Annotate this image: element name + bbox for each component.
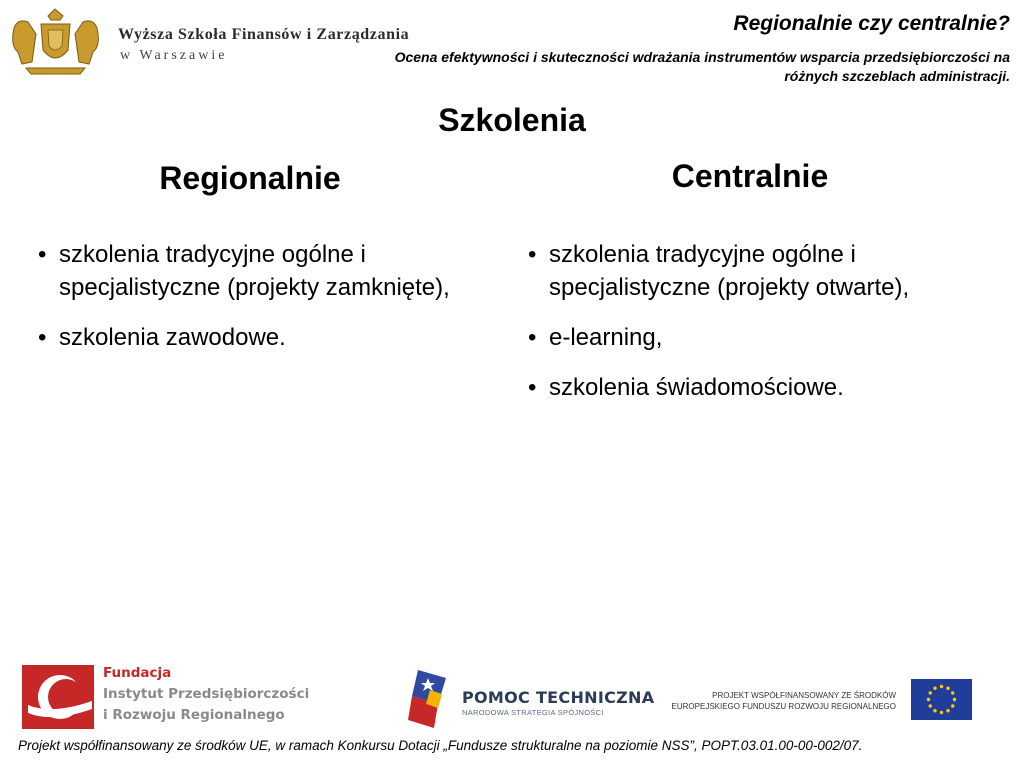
eu-star <box>940 711 943 714</box>
slide-title: Szkolenia <box>438 102 586 138</box>
eu-star <box>927 698 930 701</box>
eu-flag-icon <box>911 679 972 720</box>
pomoc-techniczna-subtitle: NARODOWA STRATEGIA SPÓJNOŚCI <box>462 708 604 717</box>
fundacja-line-1: Fundacja <box>103 665 172 681</box>
eu-star <box>933 709 936 712</box>
header-subtitle: Ocena efektywności i skuteczności wdrażania instrumentów wsparcia przedsiębiorczości na różnych szczeblach administracji. <box>394 49 1010 84</box>
list-item: • szkolenia tradycyjne ogólne i specjalistyczne (projekty zamknięte), <box>38 238 478 304</box>
list-item: • e-learning, <box>528 321 1008 354</box>
school-name: Wyższa Szkoła Finansów i Zarządzania <box>118 26 410 43</box>
fundacja-name <box>103 663 309 726</box>
right-column-list <box>528 238 1008 421</box>
eu-star <box>940 685 943 688</box>
school-crest-logo <box>8 6 103 78</box>
eu-star <box>929 691 932 694</box>
fundacja-logo <box>22 665 94 729</box>
eu-star <box>946 709 949 712</box>
eu-star <box>946 687 949 690</box>
fundacja-line-2: Instytut Przedsiębiorczości <box>103 686 310 702</box>
footer-note: Projekt współfinansowany ze środków UE, w ramach Konkursu Dotacji „Fundusze strukturalne na poziomie NSS”, POPT.03.01.00-00-002/07. <box>18 738 863 753</box>
header-title: Regionalnie czy centralnie? <box>733 12 1010 35</box>
fundacja-line-3: i Rozwoju Regionalnego <box>103 707 285 723</box>
list-item: • szkolenia świadomościowe. <box>528 371 1008 404</box>
right-column-heading: Centralnie <box>671 158 829 194</box>
eu-cofinancing-text: PROJEKT WSPÓŁFINANSOWANY ZE ŚRODKÓW EUROPEJSKIEGO FUNDUSZU ROZWOJU REGIONALNEGO <box>671 691 896 711</box>
list-item: • szkolenia tradycyjne ogólne i specjalistyczne (projekty otwarte), <box>528 238 1008 304</box>
left-column-list <box>38 238 478 371</box>
pomoc-techniczna-title: POMOC TECHNICZNA <box>462 688 655 707</box>
eu-star <box>953 698 956 701</box>
pomoc-techniczna-logo <box>408 668 456 730</box>
school-city: w Warszawie <box>120 48 228 63</box>
list-item: • szkolenia zawodowe. <box>38 321 478 354</box>
eu-star <box>951 704 954 707</box>
left-column-heading: Regionalnie <box>159 160 341 196</box>
eu-star <box>933 687 936 690</box>
eu-star <box>951 691 954 694</box>
eu-star <box>929 704 932 707</box>
